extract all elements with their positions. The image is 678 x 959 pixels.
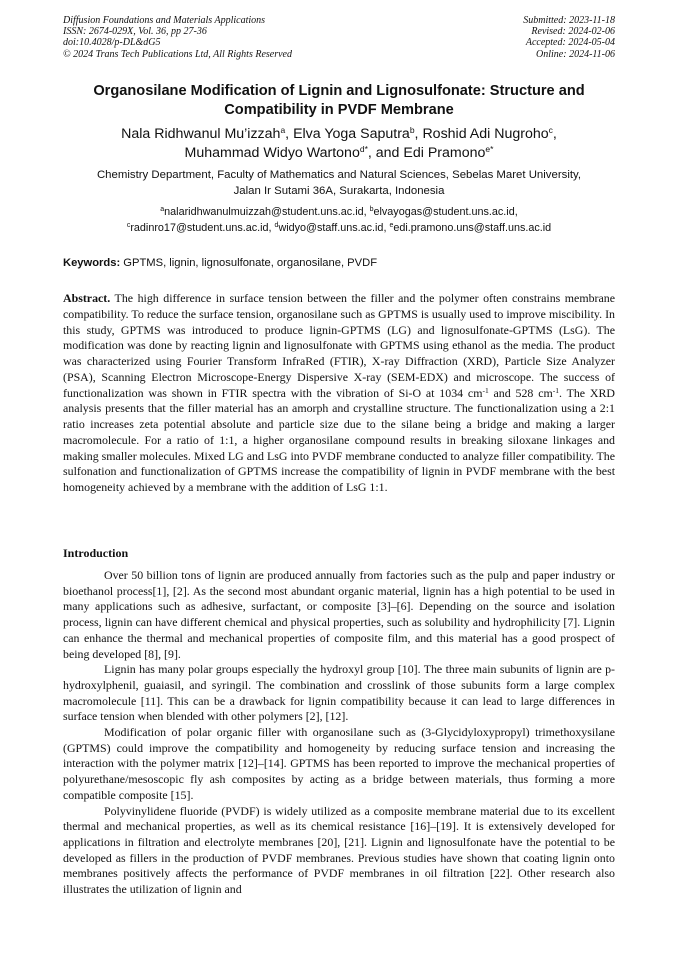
email-link[interactable]: elvayogas@student.uns.ac.id	[373, 206, 515, 218]
email-separator: ,	[363, 206, 370, 218]
author-separator: , and	[367, 144, 404, 161]
email-separator: ,	[383, 222, 390, 234]
journal-copyright: © 2024 Trans Tech Publications Ltd, All Rights Reserved	[63, 48, 292, 60]
email-link[interactable]: radinro17@student.uns.ac.id	[130, 222, 269, 234]
author-name: Elva Yoga Saputra	[293, 126, 410, 142]
author-affil-mark: e*	[485, 143, 494, 154]
email-mark: e	[389, 222, 394, 229]
abstract-text: . The XRD analysis presents that the filler material has an amorph and crystalline structure. The functionalization using a 2:1 ratio increases zeta potential absolute and particle size due to the silane being a bridge and making a larger macromolecule. For a ratio of 1:1, a higher organosilane compound results in breaking siloxane linkages and making smaller molecules. Mixed LG and LsG into PVDF membrane conducted to analyze filler compatibility. The sulfonation and functionalization of GPTMS increase the compatibility of lignin in PVDF membrane with the best homogeneity achieved by a membrane with the addition of LsG 1:1.	[63, 385, 615, 494]
abstract-superscript: -1	[482, 385, 489, 395]
author-separator: ,	[285, 126, 294, 142]
author-separator: ,	[414, 126, 423, 142]
affiliation-line: Chemistry Department, Faculty of Mathematics and Natural Sciences, Sebelas Maret University,	[96, 169, 582, 181]
author-affil-mark: d*	[359, 143, 368, 154]
date-accepted: Accepted: 2024-05-04	[525, 37, 615, 49]
abstract-text: and 528 cm	[488, 385, 553, 400]
email-separator: ,	[268, 222, 275, 234]
date-online: Online: 2024-11-06	[536, 48, 615, 60]
journal-doi: doi:10.4028/p-DL&dG5	[63, 37, 161, 49]
email-mark: d	[274, 222, 279, 229]
author-separator: ,	[552, 126, 557, 142]
email-link[interactable]: widyo@staff.uns.ac.id	[278, 222, 384, 234]
paper-title: Organosilane Modification of Lignin and Lignosulfonate: Structure and Compatibility in PVDF Membrane	[93, 83, 585, 118]
journal-info	[63, 15, 292, 60]
abstract-text: The high difference in surface tension between the filler and the polymer often constrains membrane compatibility. To reduce the surface tension, organosilane such as GPTMS is usually used to improve miscibility. In this study, GPTMS was introduced to produce lignin-GPTMS (LG) and lignosulfonate-GPTMS (LsG). The modification was done by reacting lignin and lignosulfonate with GPTMS using ethanol as the media. The product was characterized using Fourier Transform InfraRed (FTIR), X-ray Diffraction (XRD), Particle Size Analyzer (PSA), Scanning Electron Microscope-Energy Dispersive X-ray (SEM-EDX) and microscope. The success of functionalization was shown in FTIR spectra with the vibration of Si-O at 1034 cm	[63, 291, 615, 400]
email-mark: c	[126, 222, 131, 229]
date-submitted: Submitted: 2023-11-18	[523, 15, 615, 26]
author-affil-mark: c	[548, 125, 553, 135]
affiliation-line: Jalan Ir Sutami 36A, Surakarta, Indonesia	[233, 184, 445, 197]
journal-issn: ISSN: 2674-029X, Vol. 36, pp 27-36	[63, 26, 207, 38]
date-revised: Revised: 2024-02-06	[531, 26, 615, 38]
email-link[interactable]: nalaridhwanulmuizzah@student.uns.ac.id	[164, 206, 364, 218]
author-name: Muhammad Widyo Wartono	[184, 144, 360, 161]
author-name: Roshid Adi Nugroho	[422, 126, 549, 142]
section-heading-introduction: Introduction	[63, 546, 129, 560]
email-link[interactable]: edi.pramono.uns@staff.uns.ac.id	[393, 222, 552, 234]
author-emails	[40, 204, 638, 236]
author-affil-mark: a	[280, 125, 286, 135]
introduction-body	[63, 568, 615, 898]
journal-name: Diffusion Foundations and Materials Applications	[63, 15, 266, 26]
abstract-label: Abstract.	[63, 291, 111, 305]
author-name: Edi Pramono	[403, 144, 486, 161]
keywords-label: Keywords:	[63, 257, 121, 269]
paragraph: Over 50 billion tons of lignin are produced annually from factories such as the pulp and paper industry or bioethanol process[1], [2]. As the second most abundant organic material, lignin has a high potential to be used in many applications such as adhesive, surfactant, or composite [3]–[6]. Depending on the source and isolation process, lignin can have different chemical and physical properties, such as solubility and hydrophilicity [7]. Lignin can enhance the thermal and mechanical properties of composite film, and this material has a good prospect of being developed [8], [9].	[63, 568, 615, 661]
paragraph: Lignin has many polar groups especially the hydroxyl group [10]. The three main subunits of lignin are p-hydroxylphenil, guaiasil, and syringil. The combination and crosslink of those subunits form a large complex macromolecule [11]. This can be a drawback for lignin compatibility because it can lead to large differences in surface tension when blended with other polymers [2], [12].	[63, 662, 615, 724]
paragraph: Polyvinylidene fluoride (PVDF) is widely utilized as a composite membrane material due to its excellent thermal and mechanical properties, as well as its chemical resistance [16]–[19]. It is extensively developed for applications in filtration and electrolyte membranes [20], [21]. Lignin and lignosulfonate have the potential to be developed as fillers in the production of PVDF membranes. Previous studies have shown that coating lignin onto membranes positively affects the performance of PVDF membranes in oil filtration [22]. Other research also illustrates the utilization of lignin and	[63, 803, 615, 897]
keywords	[63, 256, 615, 270]
abstract	[63, 291, 615, 496]
email-mark: b	[369, 206, 374, 213]
author-affil-mark: b	[409, 125, 415, 135]
journal-dates	[523, 15, 615, 60]
paragraph: Modification of polar organic filler with organosilane such as (3-Glycidyloxypropyl) trimethoxysilane (GPTMS) could improve the compatibility and homogeneity by reducing surface tension and increasing the interaction with the polymer matrix [12]–[14]. GPTMS has been reported to improve the mechanical properties of polyurethane/mesoscopic fly ash composites by acting as a bridge between materials, thus forming a more compatible composite [15].	[63, 725, 615, 802]
author-name: Nala Ridhwanul Mu’izzah	[121, 126, 281, 142]
author-list	[40, 125, 638, 162]
keywords-text: GPTMS, lignin, lignosulfonate, organosilane, PVDF	[120, 257, 378, 269]
email-mark: a	[160, 206, 165, 213]
abstract-superscript: -1	[552, 385, 559, 395]
email-separator: ,	[514, 206, 518, 218]
affiliation	[40, 168, 638, 199]
